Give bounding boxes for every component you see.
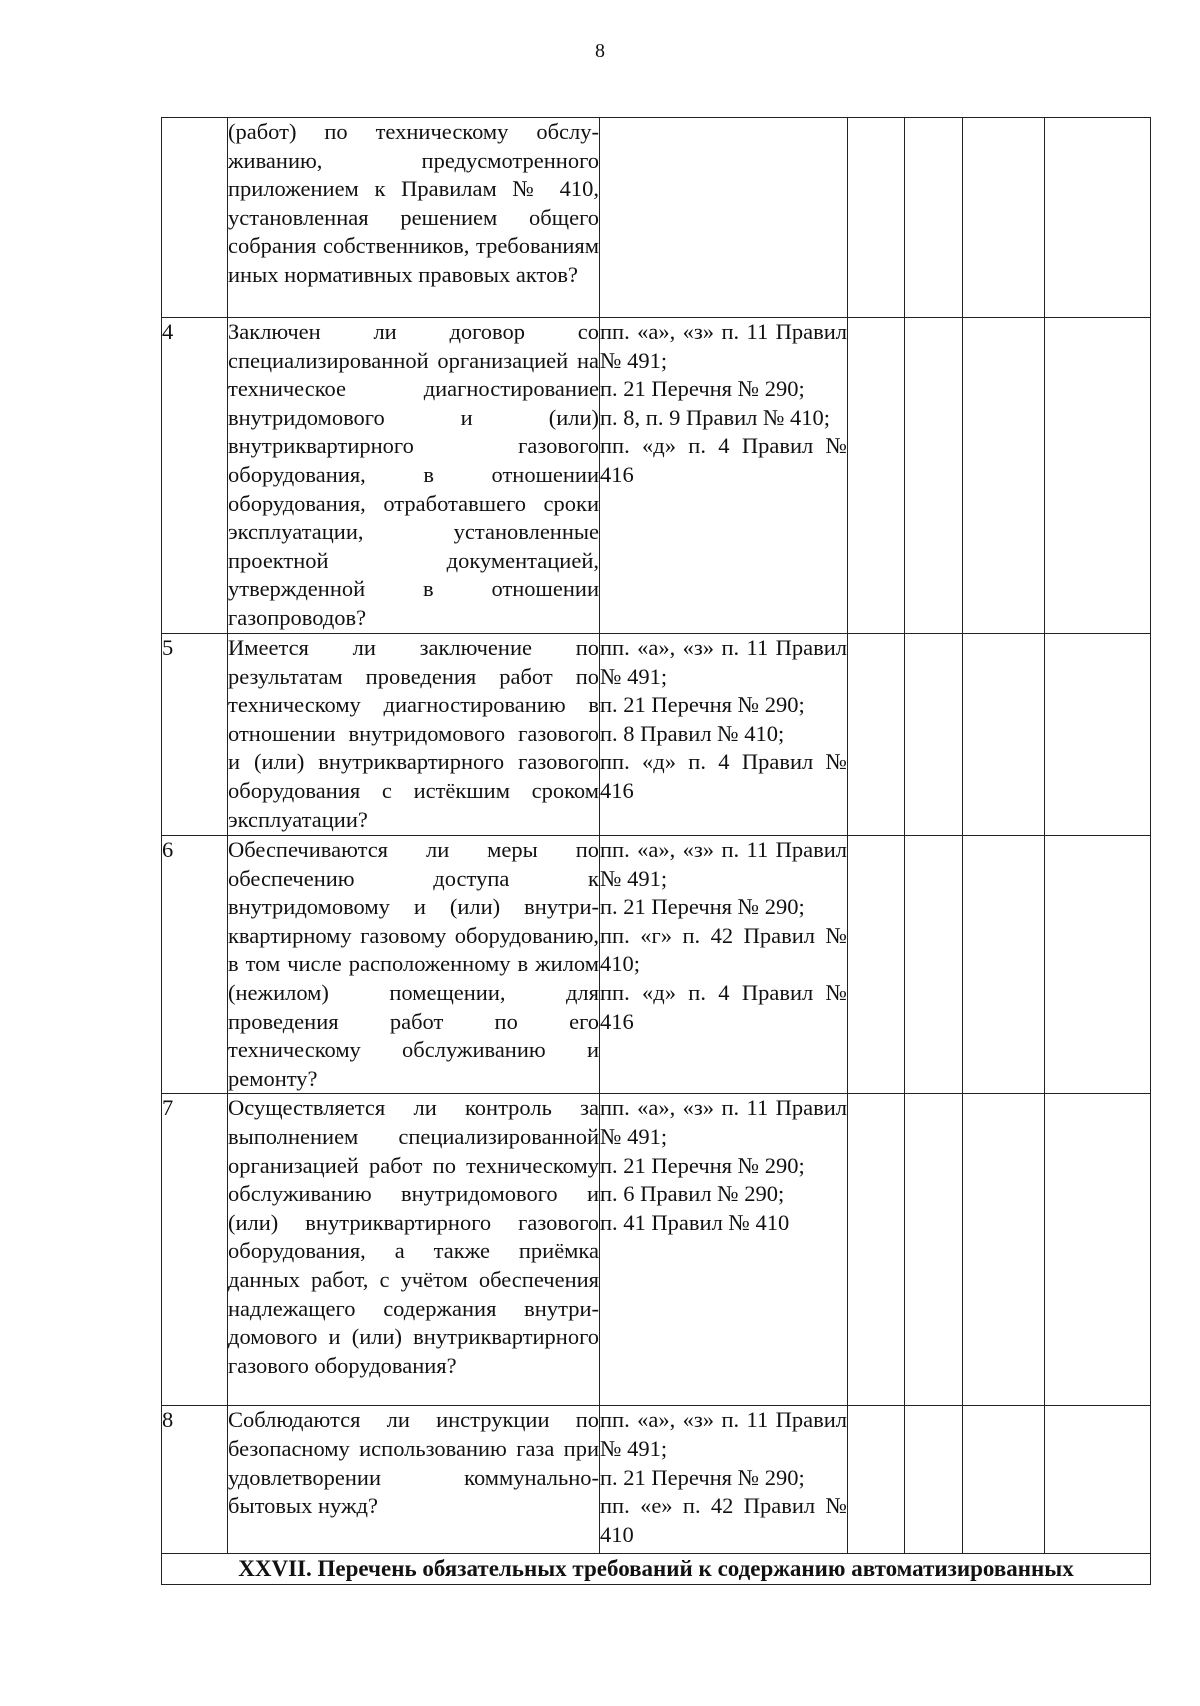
row-number: 4 <box>162 318 228 634</box>
answer-cell <box>905 318 963 634</box>
answer-cell <box>963 118 1045 318</box>
page-number: 8 <box>595 40 605 62</box>
answer-cell <box>905 634 963 836</box>
answer-cell <box>1045 634 1151 836</box>
legal-reference: пп. «д» п. 4 Правил № 416 <box>600 433 847 487</box>
answer-cell <box>848 1406 905 1554</box>
legal-reference: п. 8, п. 9 Правил № 410; <box>600 404 831 430</box>
row-number: 6 <box>162 836 228 1094</box>
answer-cell <box>1045 118 1151 318</box>
row-number <box>162 118 228 318</box>
answer-cell <box>963 836 1045 1094</box>
legal-reference: пп. «г» п. 42 Правил № 410; <box>600 922 847 977</box>
row-number: 7 <box>162 1094 228 1406</box>
requirement-question: Имеется ли заключение по результатам проведения работ по техническому диагностированию в отношении внутридомового газового и (или) внутриквартирного газового оборудования с истёкшим сроком эксплуатации? <box>228 634 600 836</box>
legal-references <box>600 318 848 634</box>
legal-reference: п. 21 Перечня № 290; <box>600 894 805 920</box>
requirement-question: Обеспечиваются ли меры по обеспечению доступа к внутридомовому и (или) внутриквартирному газовому оборудованию, в том числе расположенному в жилом (нежилом) помещении, для проведения работ по его техническому обслуживанию и ремонту? <box>228 836 600 1094</box>
row-number: 8 <box>162 1406 228 1554</box>
requirement-question: (работ) по техническому обслуживанию, предусмотренного приложением к Правилам № 410, установленная решением общего собрания собственников, требованиям иных нормативных правовых актов? <box>228 118 600 318</box>
legal-references <box>600 634 848 836</box>
legal-reference: пп. «а», «з» п. 11 Правил № 491; <box>600 1407 847 1461</box>
answer-cell <box>848 836 905 1094</box>
legal-reference: пп. «а», «з» п. 11 Правил № 491; <box>600 319 847 373</box>
legal-reference: п. 8 Правил № 410; <box>600 720 785 746</box>
table-row <box>162 1094 1151 1406</box>
legal-references <box>600 836 848 1094</box>
answer-cell <box>848 634 905 836</box>
legal-reference: п. 21 Перечня № 290; <box>600 692 805 718</box>
table-row <box>162 1406 1151 1554</box>
table-row <box>162 318 1151 634</box>
legal-reference: пп. «е» п. 42 Правил № 410 <box>600 1493 847 1547</box>
answer-cell <box>963 1094 1045 1406</box>
answer-cell <box>1045 318 1151 634</box>
legal-reference: пп. «а», «з» п. 11 Правил № 491; <box>600 1095 847 1149</box>
legal-reference: п. 21 Перечня № 290; <box>600 376 805 402</box>
legal-reference: п. 6 Правил № 290; <box>600 1181 785 1207</box>
answer-cell <box>963 1406 1045 1554</box>
answer-cell <box>1045 1406 1151 1554</box>
legal-reference: п. 41 Правил № 410 <box>600 1209 790 1235</box>
table-row <box>162 634 1151 836</box>
legal-references <box>600 1406 848 1554</box>
answer-cell <box>905 836 963 1094</box>
answer-cell <box>848 318 905 634</box>
answer-cell <box>963 634 1045 836</box>
legal-reference: пп. «а», «з» п. 11 Правил № 491; <box>600 635 847 689</box>
table-row <box>162 836 1151 1094</box>
requirements-table <box>161 117 1151 1585</box>
answer-cell <box>1045 836 1151 1094</box>
legal-reference: пп. «а», «з» п. 11 Правил № 491; <box>600 837 847 891</box>
legal-references <box>600 1094 848 1406</box>
answer-cell <box>905 1406 963 1554</box>
row-number: 5 <box>162 634 228 836</box>
answer-cell <box>1045 1094 1151 1406</box>
legal-reference: п. 21 Перечня № 290; <box>600 1152 805 1178</box>
requirement-question: Соблюдаются ли инструкции по безопасному использованию газа при удовлетворении коммунально-бытовых нужд? <box>228 1406 600 1554</box>
answer-cell <box>963 318 1045 634</box>
legal-reference: пп. «д» п. 4 Правил № 416 <box>600 979 847 1034</box>
answer-cell <box>848 118 905 318</box>
section-heading: XXVII. Перечень обязательных требований к содержанию автоматизированных <box>162 1554 1151 1585</box>
legal-reference: п. 21 Перечня № 290; <box>600 1464 805 1490</box>
table-row <box>162 118 1151 318</box>
requirement-question: Осуществляется ли контроль за выполнением специализированной организацией работ по техническому обслуживанию внутридомового и (или) внутриквартирного газового оборудования, а также приёмка данных работ, с учётом обеспечения надлежащего содержания внутридомового и (или) внутриквартирного газового оборудования? <box>228 1094 600 1406</box>
requirement-question: Заключен ли договор со специализированной организацией на техническое диагностирование внутридомового и (или) внутриквартирного газового оборудования, в отношении оборудования, отработавшего сроки эксплуатации, установленные проектной документацией, утвержденной в отношении газопроводов? <box>228 318 600 634</box>
answer-cell <box>848 1094 905 1406</box>
section-heading-row <box>162 1554 1151 1585</box>
legal-references <box>600 118 848 318</box>
answer-cell <box>905 1094 963 1406</box>
answer-cell <box>905 118 963 318</box>
legal-reference: пп. «д» п. 4 Правил № 416 <box>600 749 847 803</box>
